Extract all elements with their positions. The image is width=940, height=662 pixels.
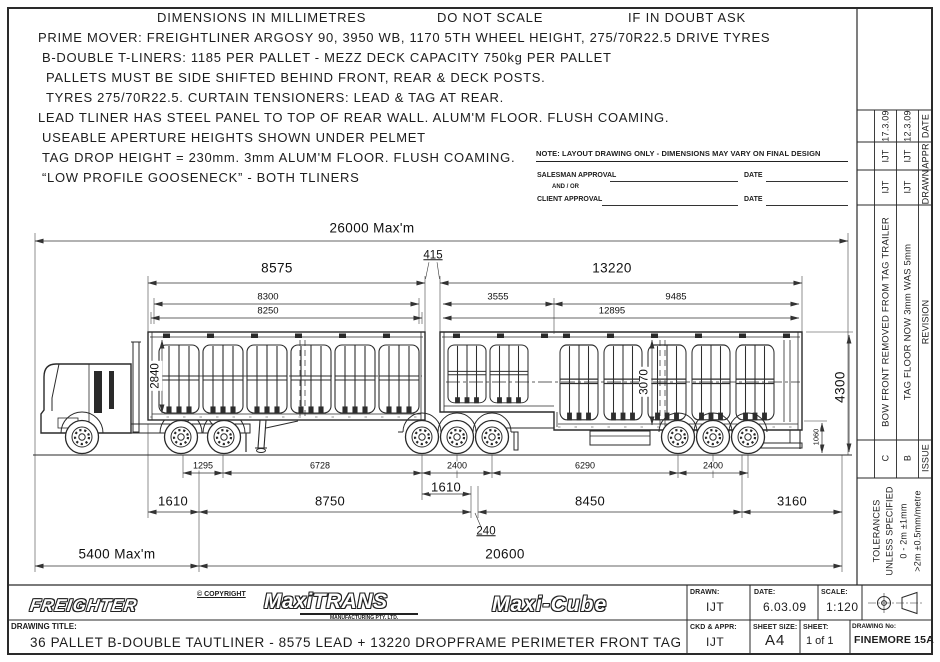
date-label: DATE xyxy=(744,196,763,203)
rev-c-date: 17.3.09 xyxy=(880,110,890,142)
date-line xyxy=(766,204,848,206)
dim-1610-kingpin: 1610 xyxy=(430,479,462,495)
tolerance-line4: >2m ±0.5mm/metre xyxy=(912,490,923,572)
rev-header-drawn: DRAWN xyxy=(920,169,930,205)
date-line xyxy=(766,180,848,182)
approval-block xyxy=(536,150,848,162)
rev-c-issue: C xyxy=(880,454,890,462)
dim-8750: 8750 xyxy=(314,493,346,509)
rev-c-drawn: IJT xyxy=(880,180,890,194)
copyright-label: © COPYRIGHT xyxy=(197,591,246,598)
dim-6290: 6290 xyxy=(574,460,596,471)
dim-lead-inner1: 8300 xyxy=(257,291,279,303)
tolerance-line2: UNLESS SPECIFIED xyxy=(884,486,895,576)
salesman-signature-line xyxy=(610,180,738,182)
rev-b-description: TAG FLOOR NOW 3mm WAS 5mm xyxy=(901,243,913,401)
note-line: “LOW PROFILE GOOSENECK” - BOTH TLINERS xyxy=(42,170,360,185)
rev-header-issue: ISSUE xyxy=(920,443,930,473)
projection-symbol xyxy=(868,593,922,614)
dim-lead-inner2: 8250 xyxy=(257,305,279,317)
note-line: TAG DROP HEIGHT = 230mm. 3mm ALUM'M FLOOR. FLUSH COAMING. xyxy=(42,150,516,165)
note-line: TYRES 275/70R22.5. CURTAIN TENSIONERS: LEAD & TAG AT REAR. xyxy=(46,90,504,105)
sheet-label: SHEET: xyxy=(803,624,829,631)
ckd-value: IJT xyxy=(706,635,725,649)
dim-lead-length: 8575 xyxy=(261,260,293,276)
dim-tag-front: 3555 xyxy=(487,291,509,303)
note-line: LEAD TLINER HAS STEEL PANEL TO TOP OF REAR WALL. ALUM'M FLOOR. FLUSH COAMING. xyxy=(38,110,670,125)
dim-tag-rear: 9485 xyxy=(665,291,687,303)
tolerance-line3: 0 - 2m ±1mm xyxy=(898,503,909,559)
rev-c-appr: IJT xyxy=(880,149,890,163)
dim-2400-tag: 2400 xyxy=(702,460,724,471)
dim-6728: 6728 xyxy=(309,460,331,471)
drawn-label: DRAWN: xyxy=(690,589,720,596)
sheet-value: 1 of 1 xyxy=(806,635,834,647)
rev-b-issue: B xyxy=(902,454,912,462)
drawing-no-label: DRAWING No: xyxy=(852,623,897,630)
header-dimensions: DIMENSIONS IN MILLIMETRES xyxy=(157,10,367,25)
note-line: B-DOUBLE T-LINERS: 1185 PER PALLET - MEZZ DECK CAPACITY 750kg PER PALLET xyxy=(42,50,612,65)
dim-deck-height: 1060 xyxy=(811,428,821,446)
dim-1610-front: 1610 xyxy=(157,493,189,509)
notes-block xyxy=(38,31,770,191)
drawing-title-label: DRAWING TITLE: xyxy=(11,622,77,631)
dim-240: 240 xyxy=(476,525,496,538)
tolerance-line1: TOLERANCES xyxy=(871,499,882,563)
dim-tag-inner: 12895 xyxy=(598,305,626,317)
client-signature-line xyxy=(602,204,738,206)
salesman-approval-label: SALESMAN APPROVAL xyxy=(537,172,617,179)
drawing-no-value: FINEMORE 15A xyxy=(854,634,934,646)
rev-header-appr: APPR xyxy=(920,143,930,169)
dim-2400-lead: 2400 xyxy=(446,460,468,471)
date-label: DATE xyxy=(744,172,763,179)
date-value: 6.03.09 xyxy=(763,600,807,614)
note-line: PRIME MOVER: FREIGHTLINER ARGOSY 90, 3950 WB, 1170 5TH WHEEL HEIGHT, 275/70R22.5 DRIVE TYRES xyxy=(38,30,771,45)
header-do-not-scale: DO NOT SCALE xyxy=(437,10,544,25)
client-approval-label: CLIENT APPROVAL xyxy=(537,196,603,203)
date-title-label: DATE: xyxy=(754,589,776,596)
scale-value: 1:120 xyxy=(826,600,859,614)
maxitrans-sub: MANUFACTURING PTY. LTD. xyxy=(330,615,399,621)
note-line: USEABLE APERTURE HEIGHTS SHOWN UNDER PELMET xyxy=(42,130,426,145)
ckd-label: CKD & APPR: xyxy=(690,624,737,631)
rev-c-description: BOW FRONT REMOVED FROM TAG TRAILER xyxy=(879,217,891,427)
maxitrans-logo: MaxiTRANS xyxy=(264,590,388,613)
rev-b-drawn: IJT xyxy=(902,180,912,194)
rev-header-date: DATE xyxy=(920,113,930,139)
dim-tag-length: 13220 xyxy=(592,260,632,276)
dim-1295: 1295 xyxy=(192,460,214,471)
dim-overall-length: 26000 Max'm xyxy=(329,220,415,236)
drawn-value: IJT xyxy=(706,600,725,614)
dim-8450: 8450 xyxy=(574,493,606,509)
layout-note: NOTE: LAYOUT DRAWING ONLY - DIMENSIONS MAY VARY ON FINAL DESIGN xyxy=(536,150,848,162)
dim-3160: 3160 xyxy=(776,493,808,509)
dim-front-max: 5400 Max'm xyxy=(78,546,156,562)
header-if-in-doubt: IF IN DOUBT ASK xyxy=(628,10,746,25)
sheet-size-label: SHEET SIZE: xyxy=(753,624,798,631)
drawing-title: 36 PALLET B-DOUBLE TAUTLINER - 8575 LEAD + 13220 DROPFRAME PERIMETER FRONT TAG xyxy=(30,635,682,650)
rev-b-appr: IJT xyxy=(902,149,912,163)
note-line: PALLETS MUST BE SIDE SHIFTED BEHIND FRONT, REAR & DECK POSTS. xyxy=(46,70,546,85)
scale-label: SCALE: xyxy=(821,589,848,596)
maxicube-logo: Maxi-Cube xyxy=(492,593,608,616)
dim-overall-height: 4300 xyxy=(832,371,848,403)
dim-tag-height: 3070 xyxy=(638,369,651,395)
dim-20600: 20600 xyxy=(485,546,525,562)
freighter-logo: FREIGHTER xyxy=(28,596,139,615)
vehicle-drawing xyxy=(33,332,852,455)
rev-header-revision: REVISION xyxy=(920,299,930,345)
dim-gap: 415 xyxy=(423,249,443,262)
rev-b-date: 12.3.09 xyxy=(902,110,912,142)
and-or-label: AND / OR xyxy=(552,184,579,190)
sheet-size-value: A4 xyxy=(765,632,786,649)
dim-lead-height: 2840 xyxy=(149,363,162,389)
